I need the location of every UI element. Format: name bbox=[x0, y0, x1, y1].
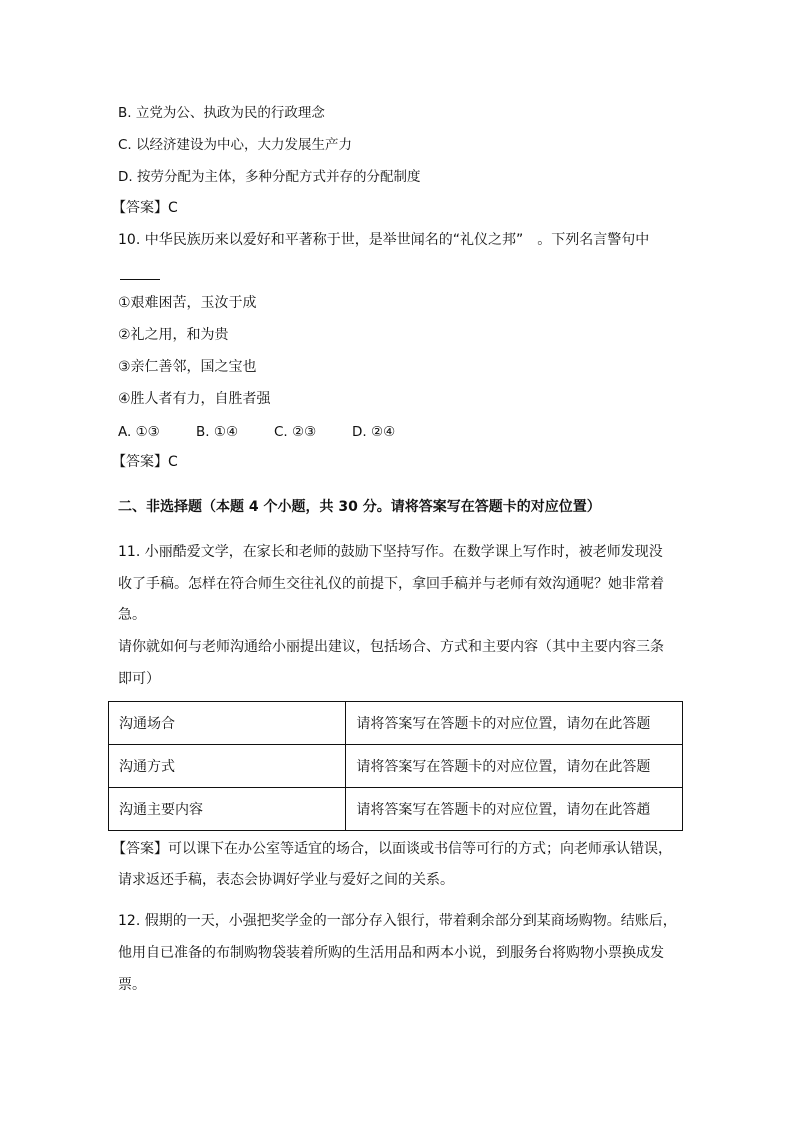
table-cell-value: 请将答案写在答题卡的对应位置，请勿在此答题 bbox=[346, 745, 683, 788]
table-cell-label: 沟通方式 bbox=[109, 745, 346, 788]
q9-option-c: C. 以经济建设为中心，大力发展生产力 bbox=[118, 137, 353, 153]
communication-table bbox=[108, 701, 683, 831]
table-cell-label: 沟通主要内容 bbox=[109, 788, 346, 831]
table-cell-label: 沟通场合 bbox=[109, 702, 346, 745]
q11-stem-line-3: 急。 bbox=[118, 607, 146, 623]
q11-prompt-line-1: 请你就如何与老师沟通给小丽提出建议，包括场合、方式和主要内容（其中主要内容三条 bbox=[118, 639, 664, 655]
table-row bbox=[109, 788, 683, 831]
q12-stem-line-1: 12. 假期的一天，小强把奖学金的一部分存入银行，带着剩余部分到某商场购物。结账后， bbox=[118, 913, 677, 929]
q10-item-3: ③亲仁善邻，国之宝也 bbox=[118, 359, 257, 375]
q11-stem-line-1: 11. 小丽酷爱文学，在家长和老师的鼓励下坚持写作。在数学课上写作时，被老师发现没 bbox=[118, 544, 663, 560]
q10-item-4: ④胜人者有力，自胜者强 bbox=[118, 391, 271, 407]
q10-item-2: ②礼之用，和为贵 bbox=[118, 327, 229, 343]
q10-choice-b: B. ①④ bbox=[196, 424, 239, 440]
q9-option-d: D. 按劳分配为主体，多种分配方式并存的分配制度 bbox=[118, 169, 421, 185]
q11-stem-line-2: 收了手稿。怎样在符合师生交往礼仪的前提下，拿回手稿并与老师有效沟通呢？她非常着 bbox=[118, 576, 664, 592]
q10-choice-d: D. ②④ bbox=[352, 424, 396, 440]
q11-answer-line-2: 请求返还手稿，表态会协调好学业与爱好之间的关系。 bbox=[118, 872, 454, 888]
q10-answer-blank bbox=[120, 279, 160, 280]
q10-choice-c: C. ②③ bbox=[274, 424, 317, 440]
table-cell-value: 请将答案写在答题卡的对应位置，请勿在此答题 bbox=[346, 702, 683, 745]
q10-choice-a: A. ①③ bbox=[118, 424, 160, 440]
q10-choices bbox=[118, 423, 395, 441]
table-row bbox=[109, 702, 683, 745]
q10-stem: 10. 中华民族历来以爱好和平著称于世，是举世闻名的“礼仪之邦” 。下列名言警句中 bbox=[118, 232, 650, 248]
q12-stem-line-3: 票。 bbox=[118, 977, 146, 993]
q12-stem-line-2: 他用自已准备的布制购物袋装着所购的生活用品和两本小说，到服务台将购物小票换成发 bbox=[118, 945, 664, 961]
q10-item-1: ①艰难困苦，玉汝于成 bbox=[118, 295, 257, 311]
q11-answer-line-1: 【答案】可以课下在办公室等适宜的场合，以面谈或书信等可行的方式；向老师承认错误， bbox=[112, 841, 672, 857]
table-row bbox=[109, 745, 683, 788]
q9-option-b: B. 立党为公、执政为民的行政理念 bbox=[118, 105, 325, 121]
section-heading: 二、非选择题（本题 4 个小题，共 30 分。请将答案写在答题卡的对应位置） bbox=[118, 499, 601, 515]
q11-prompt-line-2: 即可） bbox=[118, 671, 160, 687]
q10-answer: 【答案】C bbox=[112, 454, 178, 470]
table-cell-value: 请将答案写在答题卡的对应位置，请勿在此答趙 bbox=[346, 788, 683, 831]
q9-answer: 【答案】C bbox=[112, 200, 178, 216]
